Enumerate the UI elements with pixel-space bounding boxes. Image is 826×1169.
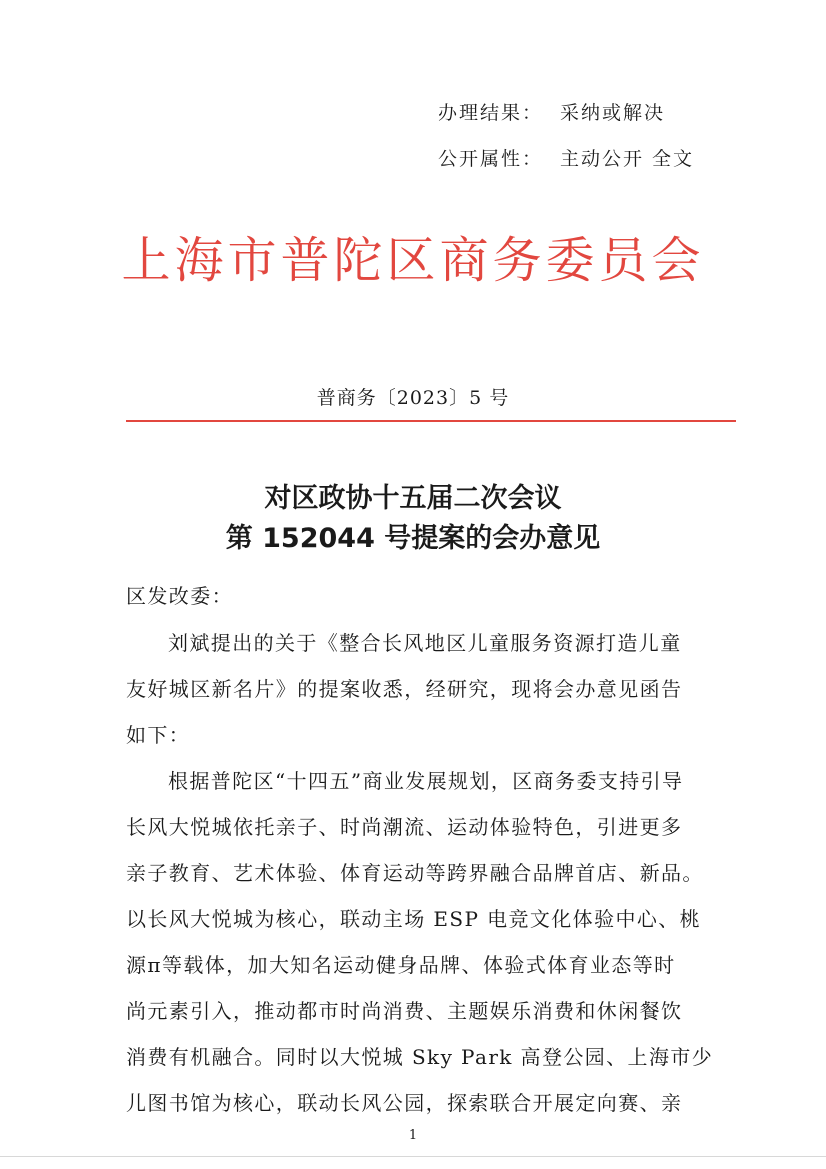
page-number: 1 xyxy=(408,1128,418,1143)
recipient: 区发改委： xyxy=(126,584,233,608)
document-title-line-2: 第 152044 号提案的会办意见 xyxy=(225,523,601,554)
scan-edge-line xyxy=(0,1156,826,1157)
organization-header: 上海市普陀区商务委员会 xyxy=(121,232,705,289)
disclosure-value: 主动公开 全文 xyxy=(560,148,695,170)
body-line: 儿图书馆为核心，联动长风公园，探索联合开展定向赛、亲 xyxy=(126,1091,683,1115)
body-line: 尚元素引入，推动都市时尚消费、主题娱乐消费和休闲餐饮 xyxy=(126,999,683,1023)
body-line: 消费有机融合。同时以大悦城 Sky Park 高登公园、上海市少 xyxy=(126,1045,714,1069)
body-line: 以长风大悦城为核心，联动主场 ESP 电竞文化体验中心、桃 xyxy=(126,907,702,931)
body-line: 刘斌提出的关于《整合长风地区儿童服务资源打造儿童 xyxy=(168,631,682,655)
disclosure-attribute xyxy=(438,144,694,171)
body-line: 根据普陀区“十四五”商业发展规划，区商务委支持引导 xyxy=(168,769,684,793)
body-line: 长风大悦城依托亲子、时尚潮流、运动体验特色，引进更多 xyxy=(126,815,683,839)
handling-result-label: 办理结果： xyxy=(438,102,544,124)
disclosure-label: 公开属性： xyxy=(438,148,544,170)
handling-result-value: 采纳或解决 xyxy=(560,102,666,124)
handling-result xyxy=(438,98,665,125)
red-divider-line xyxy=(126,420,736,422)
body-line: 如下： xyxy=(126,723,191,747)
body-line: 友好城区新名片》的提案收悉，经研究，现将会办意见函告 xyxy=(126,677,683,701)
document-number: 普商务〔2023〕5 号 xyxy=(316,387,510,409)
body-line: 亲子教育、艺术体验、体育运动等跨界融合品牌首店、新品。 xyxy=(126,861,704,885)
body-line: 源π等载体，加大知名运动健身品牌、体验式体育业态等时 xyxy=(126,953,676,977)
document-title-line-1: 对区政协十五届二次会议 xyxy=(264,483,562,514)
